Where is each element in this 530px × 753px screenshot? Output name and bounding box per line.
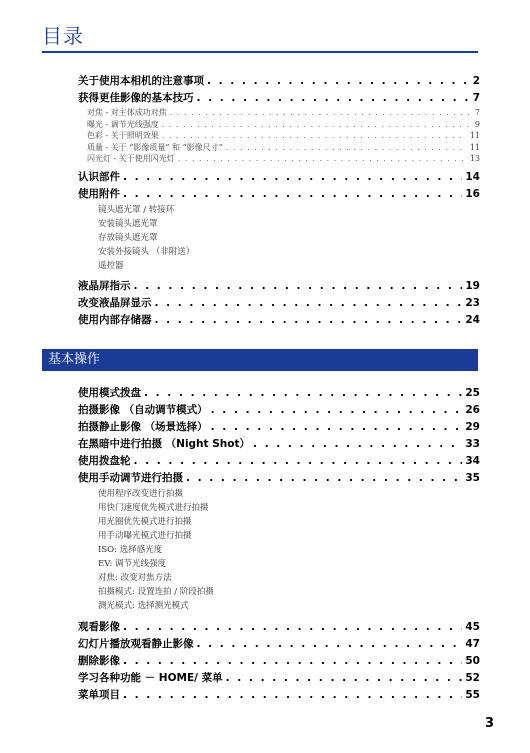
toc-plain-item: 测光模式: 选择测光模式	[98, 601, 189, 611]
toc-plain-item: 用快门速度优先模式进行拍摄	[98, 503, 209, 513]
toc-sub-entry[interactable]: 色彩 - 关于照明效果 . . . 11	[78, 130, 480, 142]
toc-entry[interactable]: 拍摄影像 （自动调节模式） . . . 26	[78, 402, 480, 419]
toc-plain-item: 安装镜头遮光罩	[98, 218, 158, 229]
toc-entry[interactable]: 在黑暗中进行拍摄 （Night Shot） . . . 33	[78, 436, 480, 453]
toc-entry[interactable]: 学习各种功能 － HOME/ 菜单 . . . 52	[78, 670, 480, 687]
toc-sub-entry[interactable]: 质量 - 关于 “影像质量” 和 “影像尺寸” . . . 11	[78, 142, 480, 154]
toc-entry[interactable]: 使用拨盘轮 . . . 34	[78, 453, 480, 470]
toc-entry[interactable]: 液晶屏指示 . . . 19	[78, 278, 480, 295]
toc-entry[interactable]: 关于使用本相机的注意事项 . . . 2	[78, 73, 480, 90]
toc-plain-item: 用手动曝光模式进行拍摄	[98, 531, 192, 541]
toc-section-1	[78, 73, 480, 329]
toc-entry[interactable]: 菜单项目 . . . 55	[78, 687, 480, 704]
toc-entry[interactable]: 幻灯片播放观看静止影像 . . . 47	[78, 636, 480, 653]
toc-plain-item: 对焦: 改变对焦方法	[98, 573, 172, 583]
toc-entry[interactable]: 删除影像 . . . 50	[78, 653, 480, 670]
toc-plain-item: 安装外接镜头 （非附送）	[98, 246, 195, 257]
toc-plain-item: 使用程序改变进行拍摄	[98, 489, 184, 499]
toc-plain-item: 拍摄模式: 设置连拍 / 阶段拍摄	[98, 587, 214, 597]
toc-sub-entry[interactable]: 曝光 - 调节光线强度 . . . 9	[78, 119, 480, 131]
toc-sub-entry[interactable]: 闪光灯 - 关于使用闪光灯 . . . 13	[78, 153, 480, 165]
toc-entry[interactable]: 拍摄静止影像 （场景选择） . . . 29	[78, 419, 480, 436]
section-heading-bar: 基本操作	[42, 349, 478, 371]
toc-plain-item: EV: 调节光线强度	[98, 559, 167, 569]
toc-entry[interactable]: 认识部件 . . . 14	[78, 169, 480, 186]
title-rule	[42, 51, 478, 53]
toc-entry[interactable]: 观看影像 . . . 45	[78, 619, 480, 636]
toc-entry[interactable]: 改变液晶屏显示 . . . 23	[78, 295, 480, 312]
toc-plain-item: 用光圈优先模式进行拍摄	[98, 517, 192, 527]
toc-sub-entry[interactable]: 对焦 - 对主体成功对焦 . . . 7	[78, 107, 480, 119]
toc-entry[interactable]: 使用模式拨盘 . . . 25	[78, 385, 480, 402]
toc-entry[interactable]: 使用附件 . . . 16	[78, 186, 480, 203]
toc-plain-item: 镜头遮光罩 / 转接环	[98, 204, 175, 215]
toc-plain-item: ISO: 选择感光度	[98, 545, 163, 555]
toc-entry[interactable]: 使用内部存储器 . . . 24	[78, 312, 480, 329]
toc-section-2	[78, 385, 480, 704]
toc-plain-item: 遥控器	[98, 260, 124, 271]
page-number: 3	[484, 716, 494, 731]
toc-plain-item: 存放镜头遮光罩	[98, 232, 158, 243]
toc-entry[interactable]: 使用手动调节进行拍摄 . . . 35	[78, 470, 480, 487]
toc-entry[interactable]: 获得更佳影像的基本技巧 . . . 7	[78, 90, 480, 107]
page-title: 目录	[42, 24, 84, 48]
